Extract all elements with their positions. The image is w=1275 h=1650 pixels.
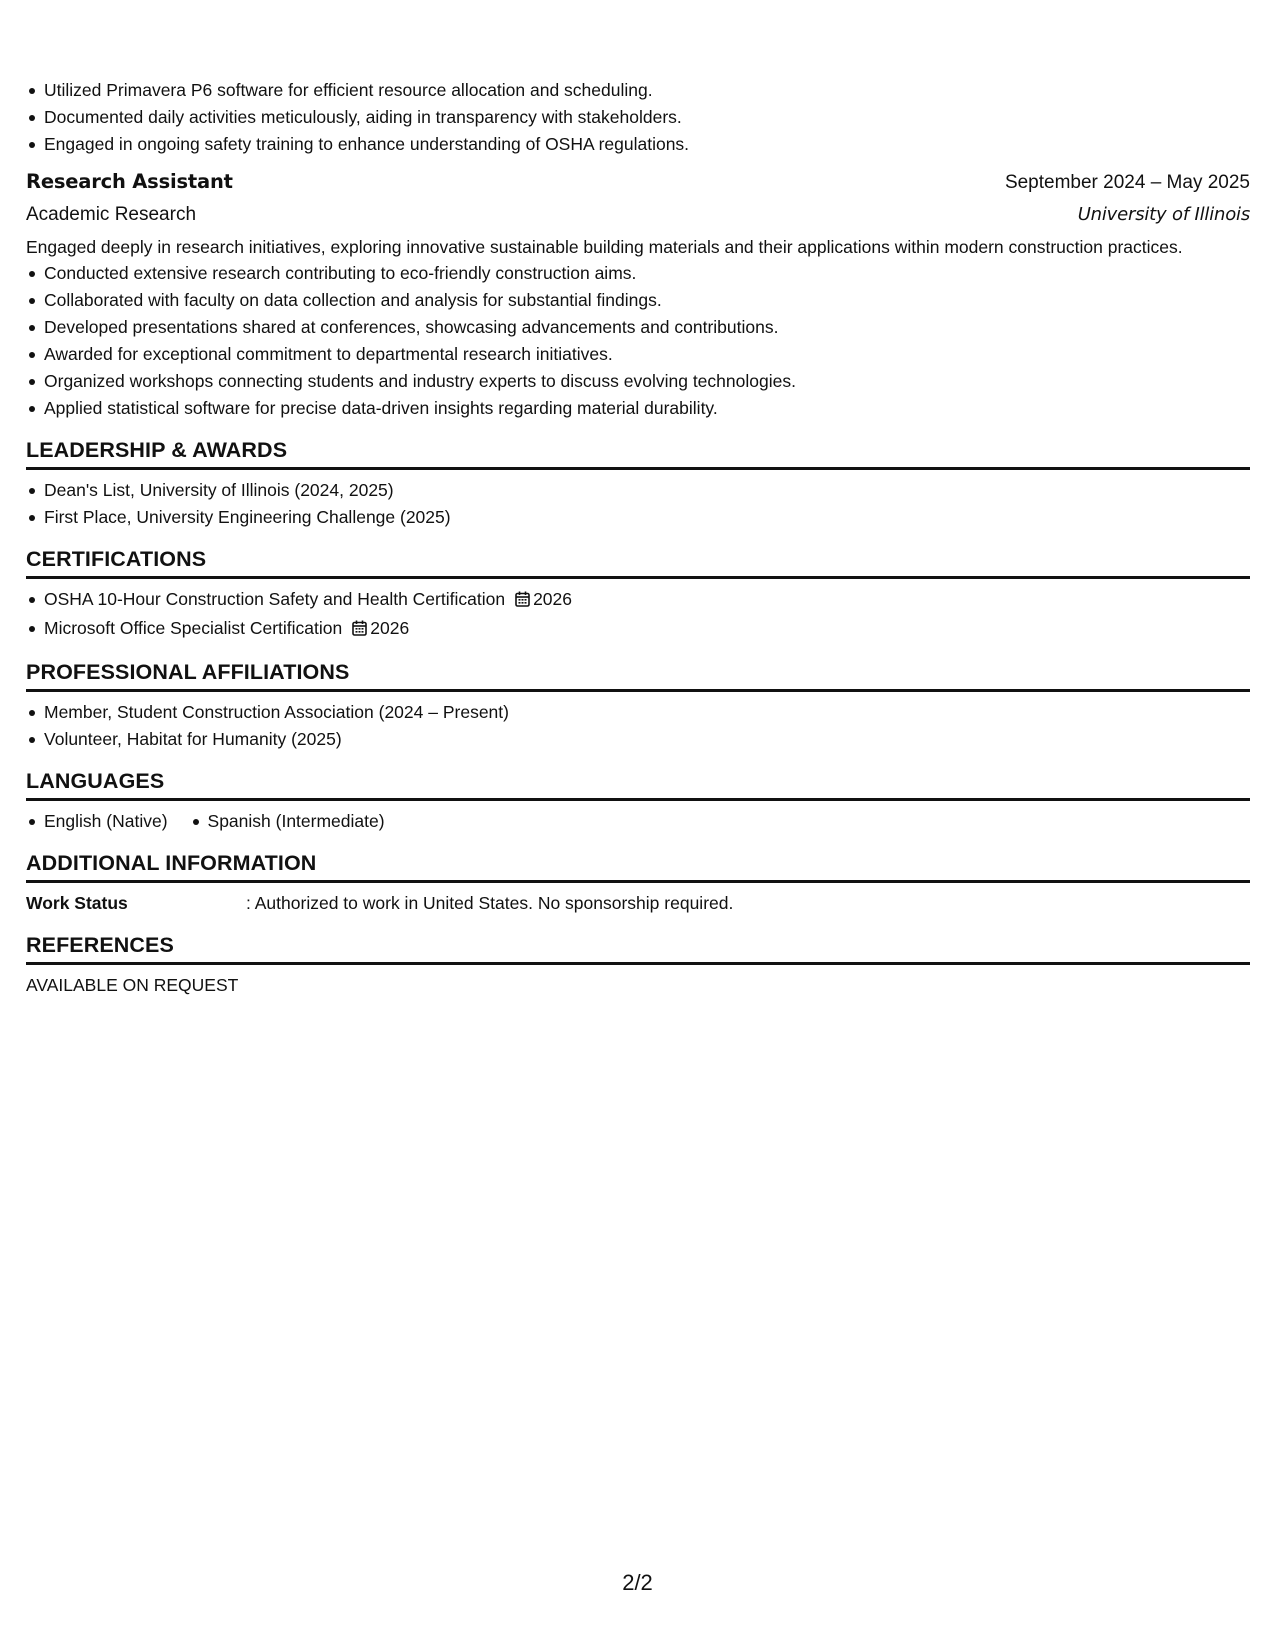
section-heading: LEADERSHIP & AWARDS <box>26 435 1250 470</box>
leadership-section <box>26 435 1250 531</box>
section-heading: REFERENCES <box>26 930 1250 965</box>
list-item: Dean's List, University of Illinois (2024, 2025) <box>26 477 1250 504</box>
section-heading: ADDITIONAL INFORMATION <box>26 848 1250 883</box>
list-item: Applied statistical software for precise data-driven insights regarding material durability. <box>26 395 1250 422</box>
role-summary: Engaged deeply in research initiatives, exploring innovative sustainable building materials and their applications within modern construction practices. <box>26 237 1183 257</box>
list-item: Awarded for exceptional commitment to departmental research initiatives. <box>26 341 1250 368</box>
list-item: Conducted extensive research contributing to eco-friendly construction aims. <box>26 260 1250 287</box>
leadership-list <box>26 477 1250 531</box>
role-header <box>26 167 1250 198</box>
calendar-icon <box>352 617 367 644</box>
list-item: Volunteer, Habitat for Humanity (2025) <box>26 726 1250 753</box>
role-subheader <box>26 200 1250 230</box>
experience-bullet-list <box>26 77 1250 158</box>
certifications-section <box>26 544 1250 644</box>
page-number: 2/2 <box>622 1570 653 1595</box>
work-status-row <box>26 890 1250 917</box>
role-dates: September 2024 – May 2025 <box>1004 172 1250 193</box>
affiliations-section <box>26 657 1250 753</box>
resume-page <box>26 77 1250 999</box>
section-heading: CERTIFICATIONS <box>26 544 1250 579</box>
languages-section <box>26 766 1250 835</box>
additional-info-section <box>26 848 1250 917</box>
list-item: Spanish (Intermediate) <box>190 808 385 835</box>
certification-name: Microsoft Office Specialist Certification <box>44 618 343 638</box>
role-bullet-list <box>26 260 1250 422</box>
references-section <box>26 930 1250 999</box>
list-item: First Place, University Engineering Challenge (2025) <box>26 504 1250 531</box>
work-status-value: : Authorized to work in United States. No sponsorship required. <box>246 893 734 913</box>
list-item: Engaged in ongoing safety training to enhance understanding of OSHA regulations. <box>26 131 1250 158</box>
work-status-label: Work Status <box>26 893 128 913</box>
list-item: Member, Student Construction Association (2024 – Present) <box>26 699 1250 726</box>
certification-name: OSHA 10-Hour Construction Safety and Health Certification <box>44 589 506 609</box>
research-role-entry <box>26 167 1250 422</box>
section-heading: PROFESSIONAL AFFILIATIONS <box>26 657 1250 692</box>
role-organization: Academic Research <box>26 204 197 225</box>
languages-list <box>26 808 1250 835</box>
certification-year: 2026 <box>533 589 572 609</box>
list-item: English (Native) <box>26 808 168 835</box>
calendar-icon <box>515 588 530 615</box>
list-item <box>26 615 1250 644</box>
role-title: Research Assistant <box>26 170 233 193</box>
certifications-list <box>26 586 1250 644</box>
references-text: AVAILABLE ON REQUEST <box>26 975 239 995</box>
list-item: Collaborated with faculty on data collection and analysis for substantial findings. <box>26 287 1250 314</box>
certification-year: 2026 <box>370 618 410 638</box>
affiliations-list <box>26 699 1250 753</box>
list-item <box>26 586 1250 615</box>
list-item: Organized workshops connecting students and industry experts to discuss evolving technologies. <box>26 368 1250 395</box>
list-item: Developed presentations shared at conferences, showcasing advancements and contributions. <box>26 314 1250 341</box>
section-heading: LANGUAGES <box>26 766 1250 801</box>
list-item: Utilized Primavera P6 software for efficient resource allocation and scheduling. <box>26 77 1250 104</box>
role-location: University of Illinois <box>1077 204 1250 225</box>
list-item: Documented daily activities meticulously, aiding in transparency with stakeholders. <box>26 104 1250 131</box>
